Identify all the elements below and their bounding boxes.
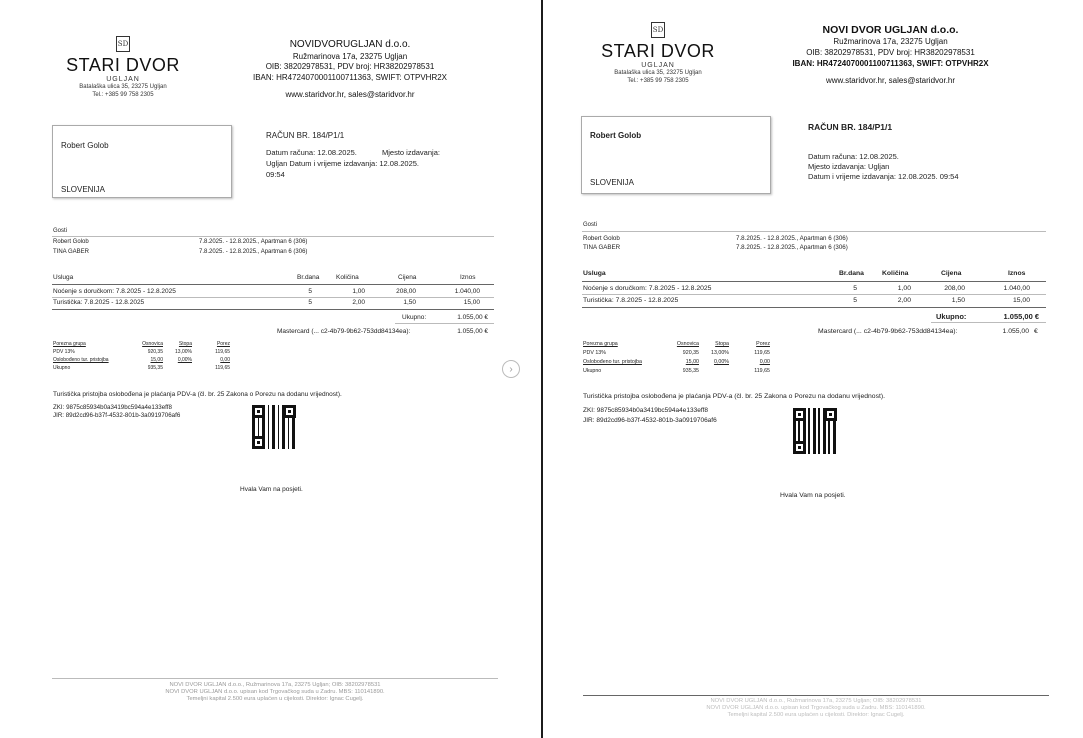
- tax-col-group: Porezna grupa: [53, 341, 86, 347]
- tax-group: Oslobođeno tur. pristojba: [583, 359, 642, 365]
- tax-group: Oslobođeno tur. pristojba: [53, 357, 109, 363]
- tax-amount: 119,65: [754, 368, 770, 374]
- card-currency: €: [1034, 328, 1038, 335]
- invoice-time: 09:54: [266, 170, 285, 179]
- tax-base: 920,35: [682, 350, 699, 356]
- col-days: Br.dana: [839, 270, 864, 277]
- recipient-country: SLOVENIJA: [590, 178, 635, 187]
- guest-name: Robert Golob: [583, 235, 620, 242]
- footer-line: Temeljni kapital 2.500 eura uplaćen u cijelosti. Direktor: Ignac Cugelj.: [186, 695, 364, 702]
- fiscal-qr-code: [250, 403, 298, 451]
- guest-stay: 7.8.2025. - 12.8.2025., Apartman 6 (306): [199, 249, 308, 255]
- company-web: www.staridvor.hr, sales@staridvor.hr: [285, 89, 415, 99]
- invoice-title: RAČUN BR. 184/P1/1: [266, 131, 345, 140]
- logo-phone: Tel.: +385 99 758 2305: [92, 91, 154, 98]
- card-label: Mastercard (... c2-4b79-9b62-753dd84134ea):: [818, 328, 958, 335]
- logo-place: UGLJAN: [641, 62, 675, 69]
- invoice-issued: Ugljan Datum i vrijeme izdavanja: 12.08.2025.: [266, 159, 419, 168]
- service-name: Turistička: 7.8.2025 - 12.8.2025: [583, 297, 679, 304]
- tax-col-base: Osnovica: [676, 341, 699, 347]
- company-name: NOVI DVOR UGLJAN d.o.o.: [822, 24, 959, 36]
- company-iban: IBAN: HR4724070001100711363, SWIFT: OTPVHR2X: [792, 58, 989, 68]
- hotel-logo: [596, 22, 720, 85]
- service-days: 5: [308, 299, 312, 306]
- tax-base: 935,35: [147, 365, 163, 371]
- col-amount: Iznos: [1008, 270, 1026, 277]
- service-name: Noćenje s doručkom: 7.8.2025 - 12.8.2025: [583, 285, 712, 292]
- service-name: Noćenje s doručkom: 7.8.2025 - 12.8.2025: [53, 288, 176, 295]
- service-amount: 1.040,00: [454, 288, 480, 295]
- zki-code: ZKI: 9875c85934b0a3419bc594a4e133eff8: [53, 404, 172, 411]
- logo-phone: Tel.: +385 99 758 2305: [627, 77, 689, 84]
- vat-note: Turistička pristojba oslobođena je plaćanja PDV-a (čl. br. 25 Zakona o Porezu na dodanu vrijednost).: [53, 391, 342, 398]
- company-header: [763, 23, 1018, 86]
- tax-col-rate: Stopa: [178, 341, 192, 347]
- total-label: Ukupno:: [402, 314, 427, 321]
- tax-rate: 0,00%: [177, 357, 192, 363]
- monogram-icon: SD: [651, 22, 665, 38]
- invoice-title: RAČUN BR. 184/P1/1: [808, 122, 893, 132]
- tax-col-tax: Porez: [756, 341, 770, 347]
- footer-line: NOVI DVOR UGLJAN d.o.o. upisan kod Trgovačkog suda u Zadru. MBS: 110141890.: [706, 704, 926, 711]
- service-amount: 1.040,00: [1003, 285, 1030, 292]
- col-service: Usluga: [583, 270, 606, 277]
- tax-col-tax: Porez: [216, 341, 230, 347]
- tax-col-group: Porezna grupa: [583, 341, 618, 347]
- invoice-issued: Datum i vrijeme izdavanja: 12.08.2025. 09:54: [808, 172, 959, 181]
- recipient-country: SLOVENIJA: [61, 185, 106, 194]
- jir-code: JIR: 89d2cd96-b37f-4532-801b-3a0919706af6: [583, 417, 717, 424]
- service-days: 5: [853, 285, 857, 292]
- service-qty: 1,00: [897, 285, 911, 292]
- card-value: 1.055,00 €: [457, 328, 488, 335]
- jir-code: JIR: 89d2cd96-b37f-4532-801b-3a0919706af6: [53, 412, 181, 419]
- service-name: Turistička: 7.8.2025 - 12.8.2025: [53, 299, 145, 306]
- invoice-date: Datum računa: 12.08.2025.: [266, 148, 357, 157]
- tax-base: 15,00: [685, 359, 699, 365]
- guests-label: Gosti: [53, 228, 68, 234]
- page-footer: [583, 698, 1049, 719]
- footer-line: Temeljni kapital 2.500 eura uplaćen u cijelosti. Direktor: Ignac Cugelj.: [727, 711, 905, 718]
- invoice-date: Datum računa: 12.08.2025.: [808, 152, 899, 161]
- footer-line: NOVI DVOR UGLJAN d.o.o., Ružmarinova 17a, 23275 Ugljan; OIB: 38202978531: [710, 698, 922, 704]
- col-days: Br.dana: [297, 274, 320, 281]
- tax-col-rate: Stopa: [715, 341, 729, 347]
- company-header: [230, 38, 470, 101]
- total-value: 1.055,00 €: [457, 314, 488, 321]
- zki-code: ZKI: 9875c85934b0a3419bc594a4e133eff8: [583, 407, 708, 414]
- service-qty: 1,00: [352, 288, 365, 295]
- tax-amount: 119,65: [215, 349, 230, 355]
- tax-amount: 0,00: [220, 357, 230, 363]
- tax-col-base: Osnovica: [142, 341, 163, 347]
- service-price: 208,00: [944, 285, 965, 292]
- logo-place: UGLJAN: [106, 76, 140, 83]
- page-footer: [52, 682, 498, 703]
- tax-rate: 13,00%: [711, 350, 729, 356]
- company-oib: OIB: 38202978531, PDV broj: HR38202978531: [806, 47, 975, 57]
- fiscal-qr-code: [791, 406, 839, 456]
- tax-base: 15,00: [150, 357, 163, 363]
- company-iban: IBAN: HR4724070001100711363, SWIFT: OTPVHR2X: [252, 73, 448, 83]
- service-days: 5: [308, 288, 312, 295]
- logo-brand: STARI DVOR: [66, 55, 180, 75]
- col-qty: Količina: [882, 270, 909, 277]
- card-amount: 1.055,00: [1002, 328, 1029, 335]
- recipient-box: [52, 125, 232, 198]
- recipient-box: [581, 116, 771, 194]
- service-price: 1,50: [951, 297, 965, 304]
- service-days: 5: [853, 297, 857, 304]
- service-amount: 15,00: [463, 299, 480, 306]
- tax-base: 935,35: [682, 368, 699, 374]
- tax-group: PDV 13%: [583, 350, 606, 356]
- guest-stay: 7.8.2025. - 12.8.2025., Apartman 6 (306): [199, 239, 308, 245]
- tax-group: Ukupno: [583, 368, 602, 374]
- invoice-place: Mjesto izdavanja: Ugljan: [808, 162, 890, 171]
- card-label: Mastercard (... c2-4b79-9b62-753dd84134ea):: [277, 328, 411, 335]
- company-web: www.staridvor.hr, sales@staridvor.hr: [825, 75, 956, 85]
- tax-amount: 119,65: [215, 365, 230, 371]
- guest-name: Robert Golob: [53, 239, 89, 245]
- total-value: 1.055,00 €: [1003, 312, 1039, 321]
- service-price: 1,50: [403, 299, 416, 306]
- tax-group: PDV 13%: [53, 349, 75, 355]
- guest-stay: 7.8.2025. - 12.8.2025., Apartman 6 (306): [736, 244, 848, 251]
- service-price: 208,00: [396, 288, 416, 295]
- col-price: Cijena: [398, 274, 417, 281]
- vat-note: Turistička pristojba oslobođena je plaćanja PDV-a (čl. br. 25 Zakona o Porezu na dodanu vrijednost).: [583, 393, 886, 400]
- recipient-name: Robert Golob: [590, 131, 642, 140]
- service-qty: 2,00: [352, 299, 365, 306]
- total-label: Ukupno:: [936, 312, 967, 321]
- tax-rate: 0,00%: [713, 359, 729, 365]
- next-page-arrow-icon[interactable]: ›: [502, 360, 520, 378]
- tax-group: Ukupno: [53, 365, 71, 371]
- service-amount: 15,00: [1012, 297, 1030, 304]
- invoice-place: Mjesto izdavanja:: [382, 148, 440, 157]
- logo-address: Batalaška ulica 35, 23275 Ugljan: [614, 70, 702, 76]
- monogram-icon: SD: [116, 36, 130, 52]
- service-qty: 2,00: [897, 297, 911, 304]
- company-oib: OIB: 38202978531, PDV broj: HR38202978531: [265, 62, 435, 72]
- thank-you-note: Hvala Vam na posjeti.: [240, 486, 303, 493]
- col-price: Cijena: [941, 270, 962, 277]
- footer-line: NOVI DVOR UGLJAN d.o.o., Ružmarinova 17a, 23275 Ugljan; OIB: 38202978531: [169, 682, 381, 688]
- col-service: Usluga: [53, 274, 74, 281]
- col-qty: Količina: [336, 274, 359, 281]
- guest-name: TINA GABER: [53, 249, 90, 255]
- tax-base: 920,35: [147, 349, 163, 355]
- guest-stay: 7.8.2025. - 12.8.2025., Apartman 6 (306): [736, 235, 848, 242]
- company-street: Ružmarinova 17a, 23275 Ugljan: [292, 51, 408, 61]
- company-name: NOVIDVORUGLJAN d.o.o.: [289, 39, 411, 50]
- logo-address: Batalaška ulica 35, 23275 Ugljan: [79, 84, 167, 90]
- col-amount: Iznos: [460, 274, 476, 281]
- tax-amount: 0,00: [759, 359, 770, 365]
- hotel-logo: [60, 36, 186, 99]
- tax-amount: 119,65: [754, 350, 770, 356]
- guests-label: Gosti: [583, 222, 598, 228]
- invoice-page-2: [543, 0, 1083, 738]
- thank-you-note: Hvala Vam na posjeti.: [780, 492, 846, 499]
- footer-line: NOVI DVOR UGLJAN d.o.o. upisan kod Trgovačkog suda u Zadru. MBS: 110141890.: [165, 688, 385, 695]
- company-street: Ružmarinova 17a, 23275 Ugljan: [833, 37, 948, 47]
- recipient-name: Robert Golob: [61, 141, 109, 150]
- invoice-page-1: [0, 0, 541, 738]
- guest-name: TINA GABER: [583, 244, 621, 251]
- tax-rate: 13,00%: [175, 349, 192, 355]
- logo-brand: STARI DVOR: [601, 41, 715, 61]
